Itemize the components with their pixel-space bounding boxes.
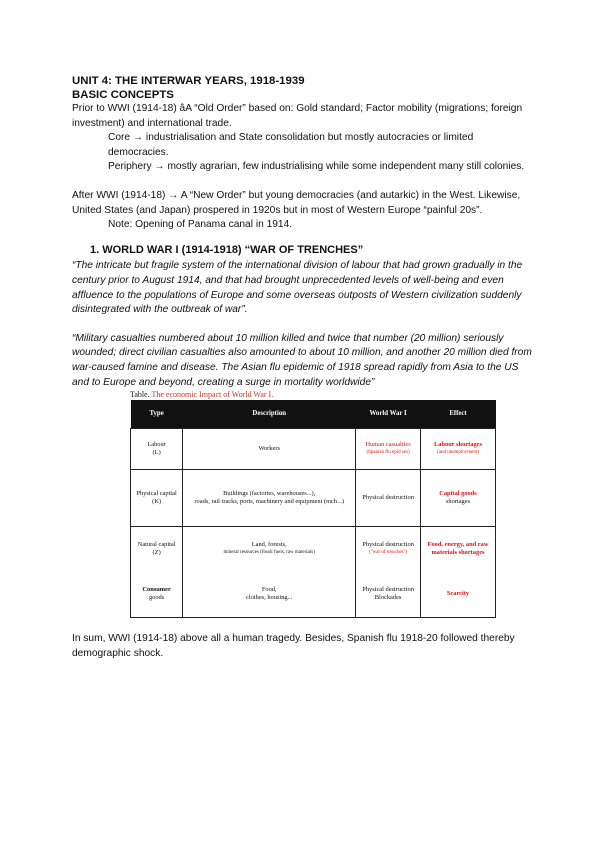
header-type: Type — [131, 400, 183, 429]
section-title: 1. WORLD WAR I (1914-1918) “WAR OF TRENCHES” — [90, 243, 364, 256]
cell-type: Natural capital (Z) — [131, 527, 183, 572]
cell-type: Consumer goods — [131, 571, 183, 618]
cell-description: Food, clothes, housing... — [183, 571, 356, 618]
table-row — [131, 527, 496, 572]
table-caption-prefix: Table. — [130, 390, 150, 400]
cell-type: Labour (L) — [131, 429, 183, 470]
cell-world-war-i: Human casualties (Spanish flu epid ses) — [356, 429, 421, 470]
cell-type: Physical capital (K) — [131, 470, 183, 527]
document-page — [72, 74, 532, 661]
unit-title: UNIT 4: THE INTERWAR YEARS, 1918-1939 — [72, 75, 305, 87]
quote-military-casualties: “Military casualties numbered about 10 million killed and twice that number (20 million) seriously wounded; direct civilian casualties also amounted to about 10 million, and another 20 million died from war-caused famine and disease. The Asian flu epidemic of 1918 spread rapidly from Asia to the US and to Europe and beyond, creating a surge in mortality worldwide” — [72, 332, 532, 388]
table-row — [131, 470, 496, 527]
header-world-war-i: World War I — [356, 400, 421, 429]
cell-description: Workers — [183, 429, 356, 470]
cell-effect: Labour shortages (and unemployment) — [420, 429, 495, 470]
economic-impact-table — [130, 400, 496, 618]
cell-description: Land, forests, mineral resources (fossil fuels, raw materials) — [183, 527, 356, 572]
table-caption-title: The economic Impact of World War I. — [151, 390, 274, 400]
basic-concepts-heading: BASIC CONCEPTS — [72, 89, 174, 101]
table-caption — [130, 390, 532, 400]
cell-effect: Capital goods shortages — [420, 470, 495, 527]
header-description: Description — [183, 400, 356, 429]
core-paragraph: Core → industrialisation and State consolidation but mostly autocracies or limited democracies. — [108, 132, 474, 158]
table-row — [131, 571, 496, 618]
cell-world-war-i: Physical destruction — [356, 470, 421, 527]
cell-effect: Scarcity — [420, 571, 495, 618]
prior-paragraph: Prior to WWI (1914-18) âA “Old Order” based on: Gold standard; Factor mobility (migrations; foreign investment) and international trade. — [72, 103, 523, 129]
cell-world-war-i: Physical destruction Blockades — [356, 571, 421, 618]
cell-world-war-i: Physical destruction ("war of trenches") — [356, 527, 421, 572]
cell-effect: Food, energy, and raw materials shortages — [420, 527, 495, 572]
quote-international-division: “The intricate but fragile system of the international division of labour that had grown gradually in the century prior to August 1914, and that had brought unprecedented levels of well-being and even affluence to the populations of Europe and some overseas outposts of Western civilization suddenly disintegrated with the outbreak of war”. — [72, 260, 523, 316]
note-paragraph: Note: Opening of Panama canal in 1914. — [108, 219, 293, 231]
after-paragraph: After WWI (1914-18) → A “New Order” but young democracies (and autarkic) in the West. Likewise, United States (and Japan) prospered in 1920s but in most of Western Europe “painful 20s”. — [72, 189, 521, 216]
table-row — [131, 429, 496, 470]
header-effect: Effect — [420, 400, 495, 429]
summary-paragraph: In sum, WWI (1914-18) above all a human tragedy. Besides, Spanish flu 1918-20 followed thereby demographic shock. — [72, 633, 515, 659]
periphery-paragraph: Periphery → mostly agrarian, few industrialising while some independent many still colonies. — [108, 161, 525, 173]
cell-description: Buildings (factories, warehouses...), roads, rail tracks, ports, machinery and equipment (mch...) — [183, 470, 356, 527]
